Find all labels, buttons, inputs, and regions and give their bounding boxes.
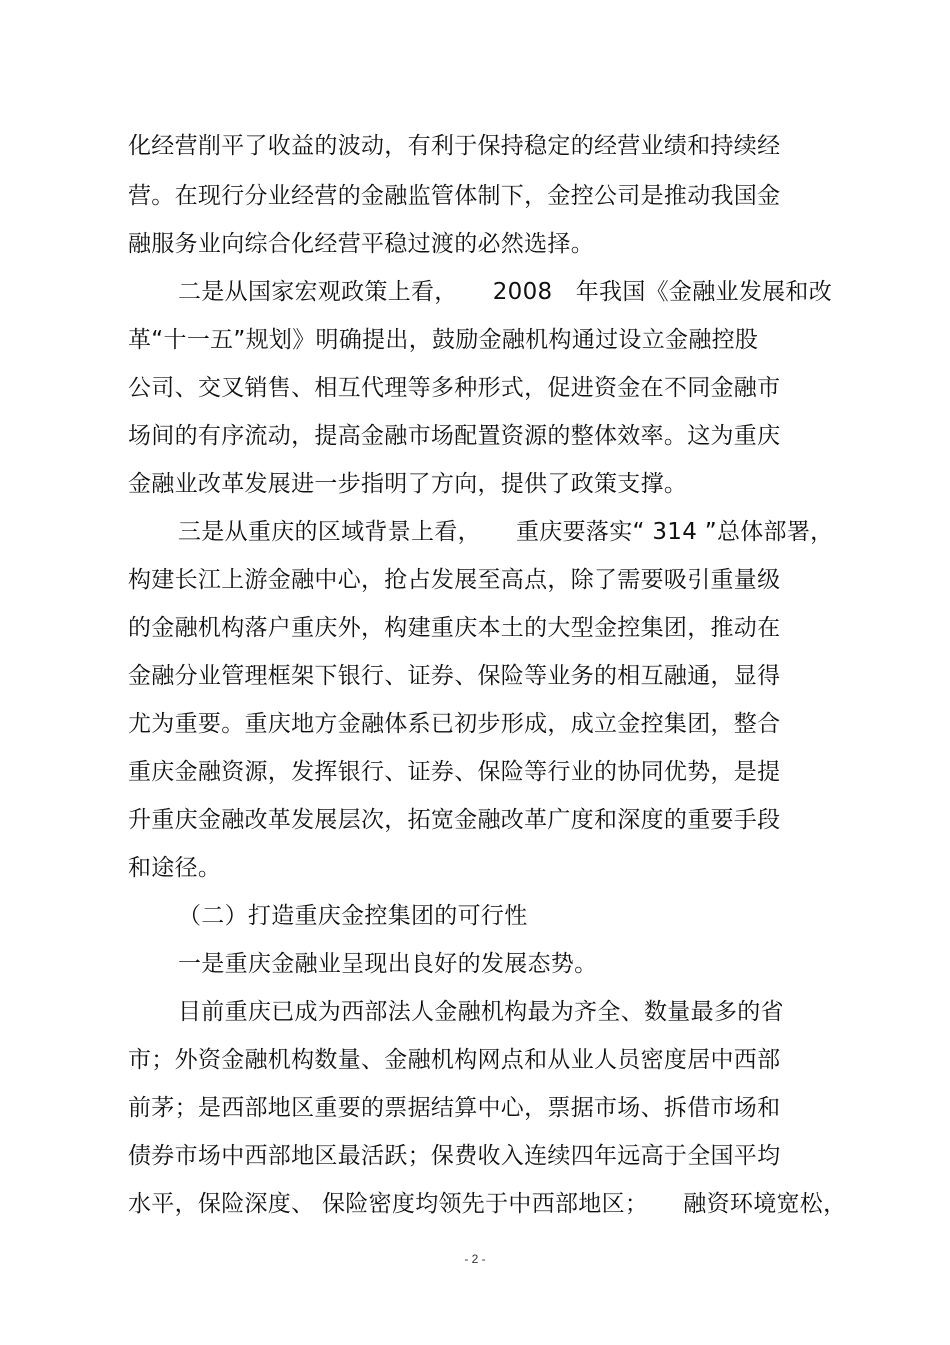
paragraph-first-line: 三是从重庆的区域背景上看， 重庆要落实“ 314 ”总体部署， (178, 519, 834, 545)
body-text-line: 革“十一五”规划》明确提出，鼓励金融机构通过设立金融控股 (128, 327, 759, 353)
body-text-line: 升重庆金融改革发展层次，拓宽金融改革广度和深度的重要手段 (128, 807, 781, 833)
page-number: - 2 - (464, 1252, 486, 1266)
body-text-line: 场间的有序流动，提高金融市场配置资源的整体效率。这为重庆 (128, 423, 781, 449)
body-text-line: 水平，保险深度、 保险密度均领先于中西部地区； 融资环境宽松， (128, 1191, 847, 1217)
body-text-line: 的金融机构落户重庆外，构建重庆本土的大型金控集团，推动在 (128, 615, 781, 641)
body-text-line: 化经营削平了收益的波动，有利于保持稳定的经营业绩和持续经 (128, 133, 781, 159)
body-text-line: 金融业改革发展进一步指明了方向，提供了政策支撑。 (128, 471, 688, 497)
paragraph-first-line: 目前重庆已成为西部法人金融机构最为齐全、数量最多的省 (178, 999, 784, 1025)
section-heading: （二）打造重庆金控集团的可行性 (178, 903, 528, 929)
body-text-line: 公司、交叉销售、相互代理等多种形式，促进资金在不同金融市 (128, 375, 781, 401)
body-text-line: 重庆金融资源，发挥银行、证券、保险等行业的协同优势，是提 (128, 759, 781, 785)
subsection-heading: 一是重庆金融业呈现出良好的发展态势。 (178, 951, 598, 977)
body-text-line: 和途径。 (128, 855, 222, 881)
body-text-line: 营。在现行分业经营的金融监管体制下，金控公司是推动我国金 (128, 183, 781, 209)
body-text-line: 融服务业向综合化经营平稳过渡的必然选择。 (128, 231, 594, 257)
body-text-line: 金融分业管理框架下银行、证券、保险等业务的相互融通，显得 (128, 663, 781, 689)
paragraph-first-line: 二是从国家宏观政策上看， 2008 年我国《金融业发展和改 (178, 279, 833, 305)
body-text-line: 尤为重要。重庆地方金融体系已初步形成，成立金控集团，整合 (128, 711, 781, 737)
body-text-line: 前茅；是西部地区重要的票据结算中心，票据市场、拆借市场和 (128, 1095, 781, 1121)
body-text-line: 债券市场中西部地区最活跃；保费收入连续四年远高于全国平均 (128, 1143, 781, 1169)
body-text-line: 市；外资金融机构数量、金融机构网点和从业人员密度居中西部 (128, 1047, 781, 1073)
body-text-line: 构建长江上游金融中心，抢占发展至高点，除了需要吸引重量级 (128, 567, 781, 593)
